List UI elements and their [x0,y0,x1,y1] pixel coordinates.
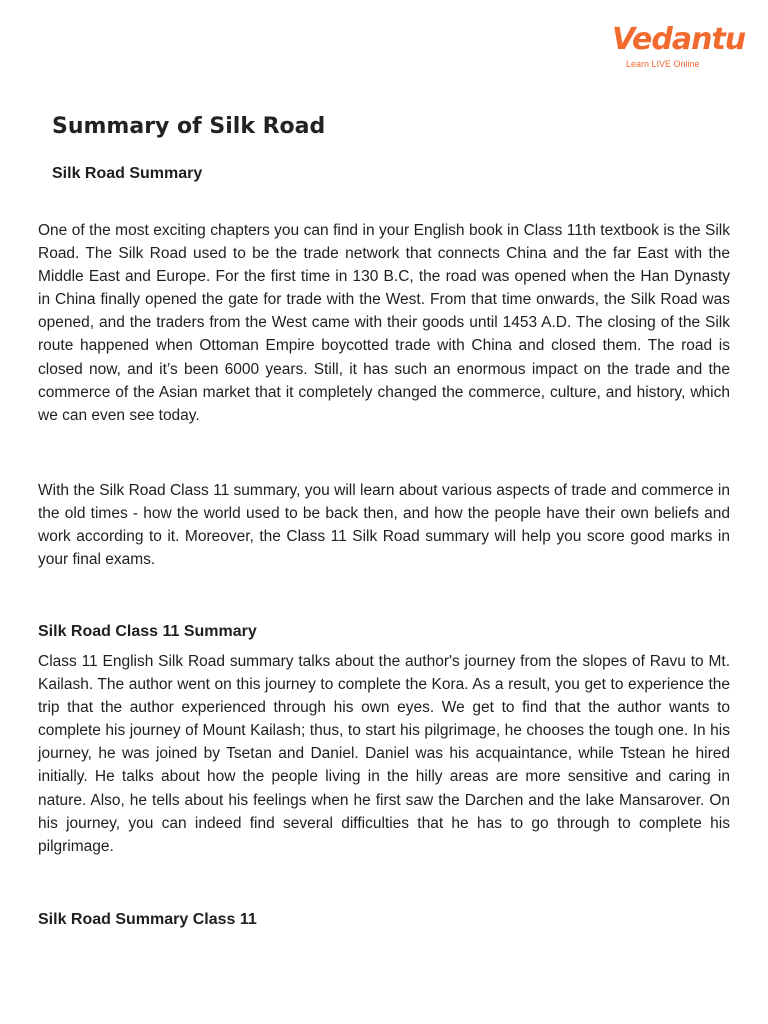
page-title: Summary of Silk Road [52,114,326,139]
section-heading-silk-road-class-11-summary: Silk Road Class 11 Summary [38,623,257,640]
paragraph-class-11-summary: With the Silk Road Class 11 summary, you will learn about various aspects of trade and commerce in the old times - how the world used to be back then, and how the people have their own beliefs and work according to it. Moreover, the Class 11 Silk Road summary will help you score good marks in your final exams. [38,482,730,569]
logo-wordmark: Vedantu [612,22,746,57]
paragraph-intro: One of the most exciting chapters you can find in your English book in Class 11th textbook is the Silk Road. The Silk Road used to be the trade network that connects China and the far East with the Middle East and Europe. For the first time in 130 B.C, the road was opened when the Han Dynasty in China finally opened the gate for trade with the West. From that time onwards, the Silk Road was opened, and the traders from the West came with their goods until 1453 A.D. The closing of the Silk route happened when Ottoman Empire boycotted trade with China and closed them. The road is closed now, and it’s been 6000 years. Still, it has such an enormous impact on the trade and the commerce of the Asian market that it completely changed the commerce, culture, and history, which we can even see today. [38,222,730,424]
section-heading-silk-road-summary: Silk Road Summary [52,165,203,182]
vedantu-logo [608,22,746,72]
paragraph-journey: Class 11 English Silk Road summary talks about the author's journey from the slopes of Ravu to Mt. Kailash. The author went on this journey to complete the Kora. As a result, you get to experience the trip that the author experienced through his own eyes. We get to find that the author wants to complete his journey of Mount Kailash; thus, to start his pilgrimage, he chooses the tough one. In his journey, he was joined by Tsetan and Daniel. Daniel was his acquaintance, while Tstean he hired initially. He talks about how the people living in the hilly areas are more sensitive and caring in nature. Also, he tells about his feelings when he first saw the Darchen and the lake Mansarover. On his journey, you can indeed find several difficulties that he has to go through to complete his pilgrimage. [38,653,730,855]
logo-tagline: Learn LIVE Online [626,59,700,69]
section-heading-silk-road-summary-class-11: Silk Road Summary Class 11 [38,911,257,928]
